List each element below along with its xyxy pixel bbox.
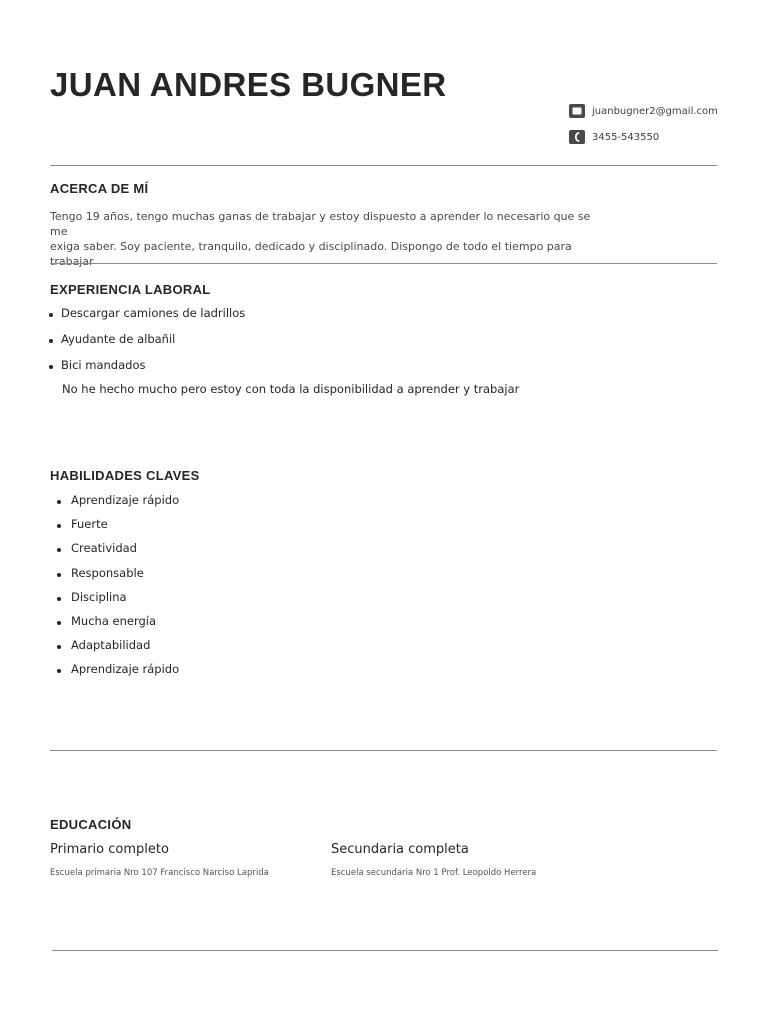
list-item: Responsable	[57, 566, 179, 590]
list-item: Adaptabilidad	[57, 638, 179, 662]
about-line-2: exiga saber. Soy paciente, tranquilo, dedicado y disciplinado. Dispongo de todo el tiempo para trabajar	[50, 240, 572, 268]
education-heading: EDUCACIÓN	[50, 817, 132, 832]
divider	[50, 750, 717, 751]
contact-phone-row	[569, 130, 659, 144]
divider	[50, 263, 717, 264]
list-item: Aprendizaje rápido	[57, 493, 179, 517]
experience-list	[49, 306, 245, 384]
list-item: Bici mandados	[49, 358, 245, 384]
list-item: Ayudante de albañil	[49, 332, 245, 358]
education-title: Secundaria completa	[331, 842, 469, 857]
email-icon	[569, 104, 585, 118]
about-text	[50, 209, 610, 269]
education-title: Primario completo	[50, 842, 169, 857]
list-item: Aprendizaje rápido	[57, 662, 179, 686]
phone-icon	[569, 130, 585, 144]
about-line-1: Tengo 19 años, tengo muchas ganas de trabajar y estoy dispuesto a aprender lo necesario que se me	[50, 210, 591, 238]
education-school: Escuela secundaria Nro 1 Prof. Leopoldo Herrera	[331, 868, 537, 878]
divider	[52, 950, 718, 951]
contact-email-row	[569, 104, 718, 118]
list-item: Disciplina	[57, 590, 179, 614]
list-item: Descargar camiones de ladrillos	[49, 306, 245, 332]
experience-note: No he hecho mucho pero estoy con toda la disponibilidad a aprender y trabajar	[62, 382, 520, 396]
list-item: Fuerte	[57, 517, 179, 541]
skills-heading: HABILIDADES CLAVES	[50, 468, 200, 483]
education-school: Escuela primaria Nro 107 Francisco Narciso Laprida	[50, 868, 269, 878]
divider	[50, 165, 717, 166]
experience-heading: EXPERIENCIA LABORAL	[50, 282, 211, 297]
email-address: juanbugner2@gmail.com	[592, 105, 718, 117]
list-item: Mucha energía	[57, 614, 179, 638]
phone-number: 3455-543550	[592, 131, 660, 143]
skills-list	[57, 493, 179, 687]
list-item: Creatividad	[57, 541, 179, 565]
applicant-name: JUAN ANDRES BUGNER	[50, 66, 447, 103]
about-heading: ACERCA DE MÍ	[50, 181, 149, 196]
